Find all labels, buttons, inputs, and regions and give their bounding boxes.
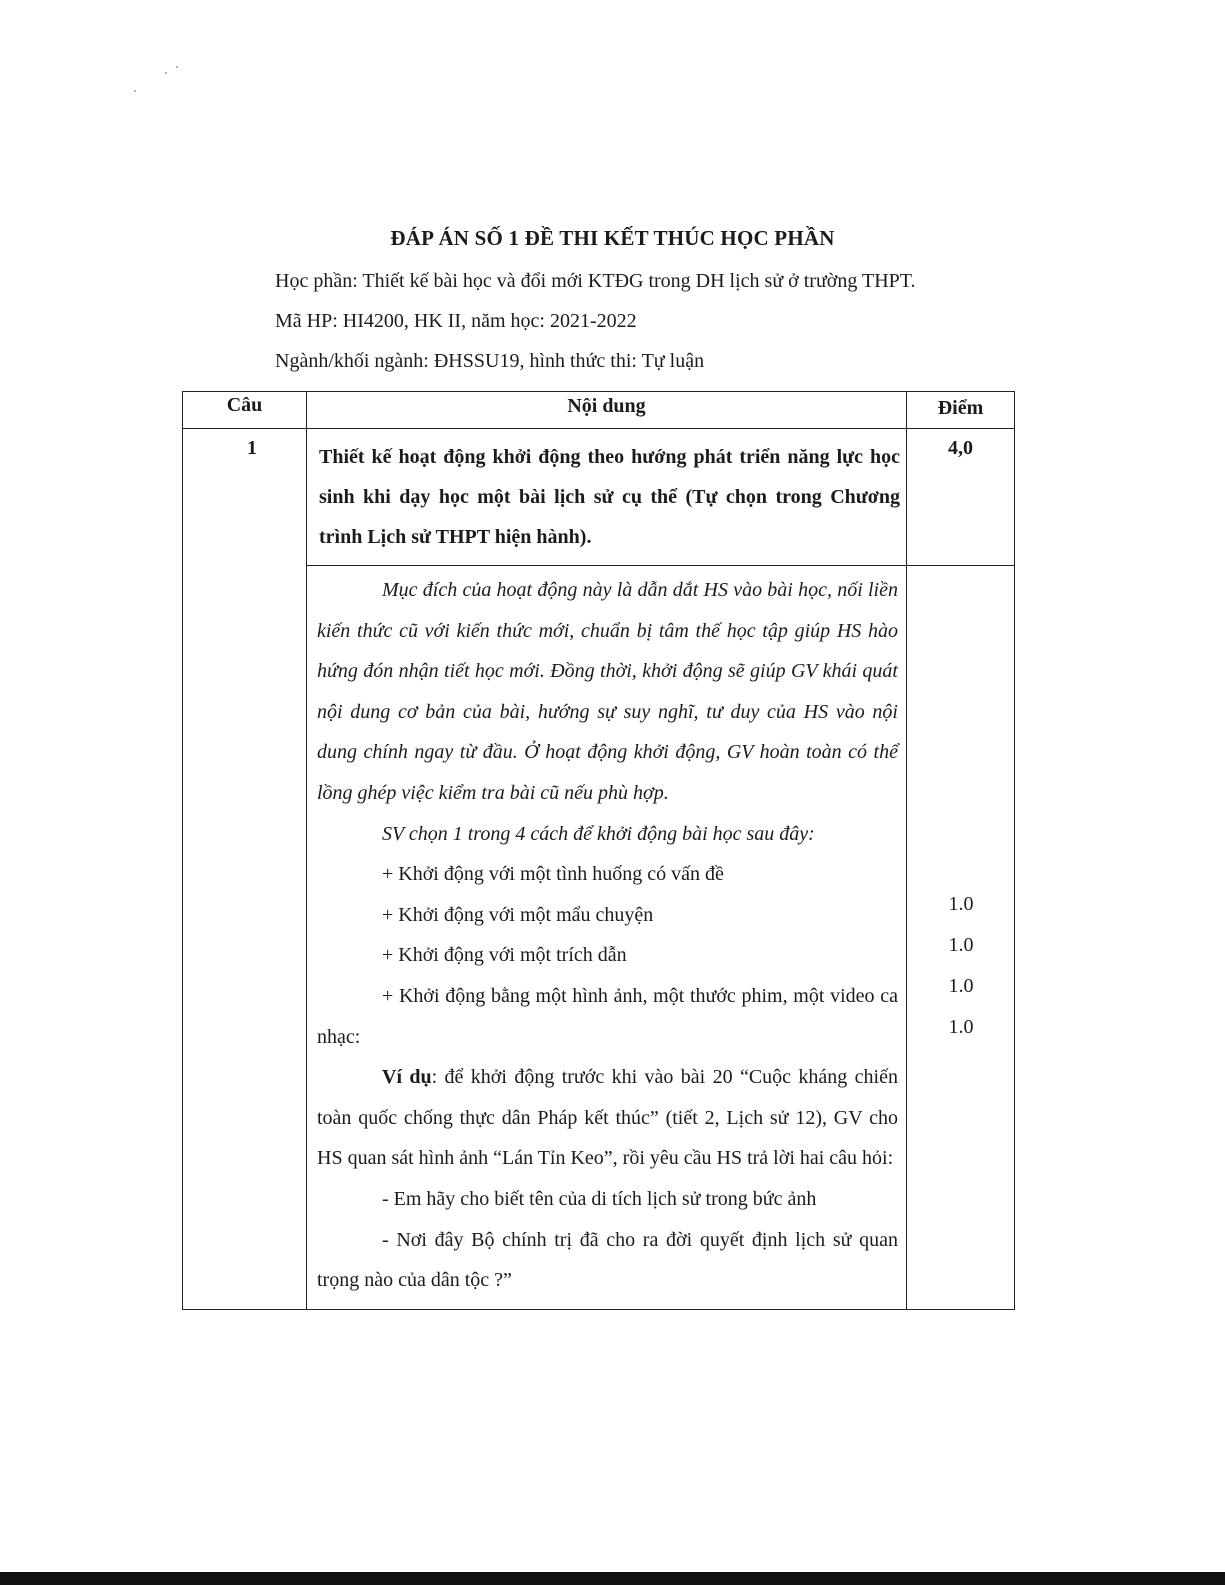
answer-content [307,566,907,1310]
option-3-score: 1.0 [948,975,974,997]
option-1-score: 1.0 [948,893,974,915]
option-2-score: 1.0 [948,934,974,956]
course-line: Học phần: Thiết kế bài học và đổi mới KTĐG trong DH lịch sử ở trường THPT. [275,270,916,292]
header-content: Nội dung [307,392,907,429]
purpose-paragraph: Mục đích của hoạt động này là dẫn dắt HS vào bài học, nối liền kiến thức cũ với kiến thức mới, chuẩn bị tâm thế học tập giúp HS hào hứng đón nhận tiết học mới. Đồng thời, khởi động sẽ giúp GV khái quát nội dung cơ bản của bài, hướng sự suy nghĩ, tư duy của HS vào nội dung chính ngay từ đầu. Ở hoạt động khởi động, GV hoàn toàn có thể lồng ghép việc kiểm tra bài cũ nếu phù hợp. [317,579,898,804]
option-4: + Khởi động bằng một hình ảnh, một thước phim, một video ca nhạc: [317,984,898,1048]
course-code-line: Mã HP: HI4200, HK II, năm học: 2021-2022 [275,310,637,332]
table-header-row [183,392,1015,429]
answer-table [182,391,1015,1310]
question-number: 1 [183,429,307,1310]
option-1: + Khởi động với một tình huống có vấn đề [382,863,724,886]
answer-row [183,566,1015,1310]
question-row [183,429,1015,566]
example-question-1: - Em hãy cho biết tên của di tích lịch sử trong bức ảnh [382,1187,817,1210]
choose-instruction: SV chọn 1 trong 4 cách để khởi động bài học sau đây: [382,822,815,845]
header-question: Câu [183,392,307,429]
document-title: ĐÁP ÁN SỐ 1 ĐỀ THI KẾT THÚC HỌC PHẦN [390,226,835,250]
example-label: Ví dụ [382,1066,432,1089]
major-line: Ngành/khối ngành: ĐHSSU19, hình thức thi: Tự luận [275,350,705,372]
scan-bottom-edge [0,1572,1225,1585]
scan-speck [176,66,178,68]
question-text: Thiết kế hoạt động khởi động theo hướng phát triển năng lực học sinh khi dạy học một bài lịch sử cụ thể (Tự chọn trong Chương trình Lịch sử THPT hiện hành). [307,429,907,566]
option-4-score: 1.0 [948,1016,974,1038]
option-scores [907,566,1015,1310]
example-text: : để khởi động trước khi vào bài 20 “Cuộc kháng chiến toàn quốc chống thực dân Pháp kết thúc” (tiết 2, Lịch sử 12), GV cho HS quan sát hình ảnh “Lán Tỉn Keo”, rồi yêu cầu HS trả lời hai câu hỏi: [317,1066,898,1170]
question-score: 4,0 [907,429,1015,566]
example-question-2: - Nơi đây Bộ chính trị đã cho ra đời quyết định lịch sử quan trọng nào của dân tộc ?” [317,1228,898,1292]
option-2: + Khởi động với một mẩu chuyện [382,903,654,926]
scan-speck [134,90,136,92]
option-3: + Khởi động với một trích dẫn [382,944,627,967]
scan-speck [165,72,167,74]
header-score: Điểm [907,392,1015,429]
example-paragraph [317,1057,898,1179]
